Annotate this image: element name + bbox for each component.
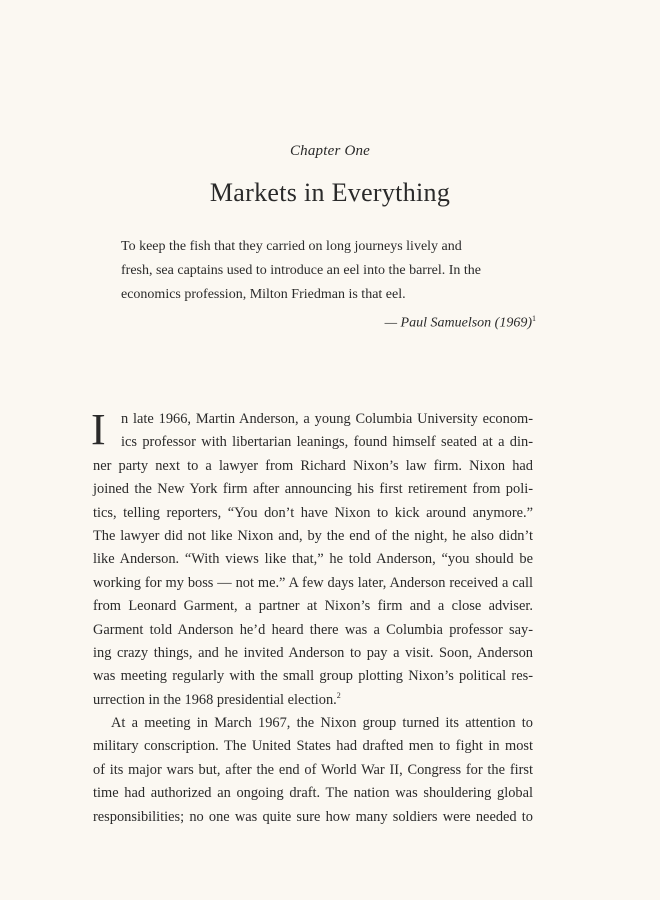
text-line bbox=[93, 689, 533, 712]
text-line: ner party next to a lawyer from Richard Nixon’s law firm. Nixon had bbox=[93, 457, 533, 474]
epigraph-line: To keep the fish that they carried on long journeys lively and bbox=[121, 239, 462, 254]
text-line: joined the New York firm after announcing his first retirement from poli- bbox=[93, 481, 533, 498]
text-line: n late 1966, Martin Anderson, a young Columbia University econom- bbox=[121, 411, 533, 427]
text-line: military conscription. The United States had drafted men to fight in most bbox=[93, 738, 533, 755]
epigraph-attribution-text: — Paul Samuelson (1969) bbox=[384, 315, 532, 331]
text-line: tics, telling reporters, “You don’t have Nixon to kick around anymore.” bbox=[93, 504, 533, 521]
text-line: The lawyer did not like Nixon and, by the end of the night, he also didn’t bbox=[93, 527, 533, 544]
text-line: responsibilities; no one was quite sure how many soldiers were needed to bbox=[93, 808, 533, 825]
footnote-marker: 2 bbox=[336, 690, 341, 700]
chapter-title: Markets in Everything bbox=[209, 178, 451, 207]
chapter-label: Chapter One bbox=[289, 143, 371, 159]
text-line: like Anderson. “With views like that,” he told Anderson, “you should be bbox=[93, 551, 533, 568]
text-line: of its major wars but, after the end of World War II, Congress for the first bbox=[93, 761, 533, 778]
body-text bbox=[91, 405, 533, 829]
epigraph-attribution bbox=[121, 307, 541, 336]
epigraph-line: fresh, sea captains used to introduce an eel into the barrel. In the bbox=[121, 263, 481, 278]
text-line: ics professor with libertarian leanings, found himself seated at a din- bbox=[121, 434, 533, 451]
text-line: from Leonard Garment, a partner at Nixon’s firm and a close adviser. bbox=[93, 598, 533, 615]
epigraph bbox=[121, 235, 541, 336]
text-line: was meeting regularly with the small group plotting Nixon’s political res- bbox=[93, 668, 533, 685]
text-line: At a meeting in March 1967, the Nixon group turned its attention to bbox=[111, 715, 533, 732]
drop-cap: I bbox=[91, 405, 106, 454]
text-line: Garment told Anderson he’d heard there was a Columbia professor say- bbox=[93, 621, 533, 638]
text-line-content: urrection in the 1968 presidential election. bbox=[93, 691, 337, 708]
text-line: time had authorized an ongoing draft. The nation was shouldering global bbox=[93, 785, 533, 802]
text-line: ing crazy things, and he invited Anderson to pay a visit. Soon, Anderson bbox=[93, 644, 533, 661]
text-line: working for my boss — not me.” A few days later, Anderson received a call bbox=[93, 574, 533, 591]
epigraph-line: economics profession, Milton Friedman is that eel. bbox=[121, 287, 406, 302]
footnote-marker: 1 bbox=[532, 314, 536, 323]
